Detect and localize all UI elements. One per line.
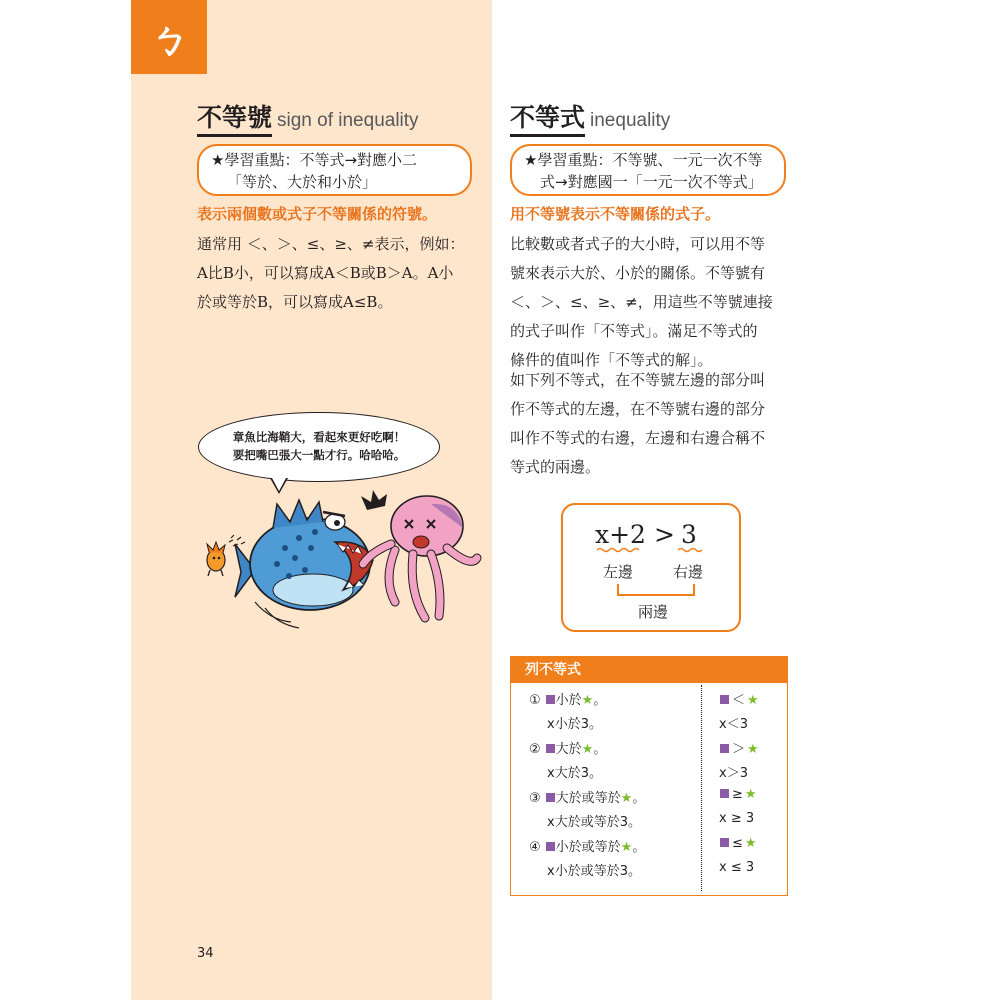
table-row-symbolic bbox=[719, 689, 759, 708]
row-number: ① bbox=[529, 693, 541, 708]
row-number: ④ bbox=[529, 840, 541, 855]
square-icon bbox=[546, 793, 555, 802]
row-symbol: ＜ bbox=[732, 693, 746, 708]
table-row-expression: x＜3 bbox=[719, 717, 748, 732]
table-row-rule bbox=[529, 787, 645, 806]
table-row-example: x小於或等於3。 bbox=[547, 864, 641, 879]
chapter-tab bbox=[131, 0, 207, 74]
diagram-both-label: 兩邊 bbox=[638, 603, 669, 621]
diagram-operator: > bbox=[654, 520, 675, 549]
left-definition: 表示兩個數或式子不等關係的符號。 bbox=[197, 205, 438, 223]
star-icon: ★ bbox=[620, 840, 633, 855]
right-key-line2: 式→對應國一「一元一次不等式」 bbox=[540, 173, 763, 191]
row-period: 。 bbox=[632, 791, 646, 806]
square-icon bbox=[546, 695, 555, 704]
diagram-lhs: x+2 bbox=[595, 520, 646, 549]
row-symbol: ＞ bbox=[732, 742, 746, 757]
table-row-symbolic bbox=[719, 787, 757, 802]
right-para1 bbox=[510, 230, 800, 375]
table-row-example: x小於3。 bbox=[547, 717, 602, 732]
right-heading bbox=[510, 103, 670, 137]
diagram-rhs: 3 bbox=[681, 520, 697, 549]
left-body-line: 通常用 ＜、＞、≤、≥、≠表示，例如： bbox=[197, 235, 465, 253]
left-body-line: A比B小，可以寫成A＜B或B＞A。A小 bbox=[197, 264, 454, 282]
table-row-rule bbox=[529, 836, 645, 855]
diagram-left-label: 左邊 bbox=[603, 563, 634, 581]
diagram-svg bbox=[563, 505, 739, 630]
star-icon: ★ bbox=[620, 791, 633, 806]
star-icon: ★ bbox=[581, 742, 594, 757]
bubble-line1: 章魚比海鞘大，看起來更好吃啊！ bbox=[232, 430, 406, 444]
inequality-diagram bbox=[561, 503, 741, 632]
right-para2-line: 作不等式的左邊，在不等號右邊的部分 bbox=[510, 400, 766, 418]
speech-bubble bbox=[198, 412, 440, 482]
star-icon: ★ bbox=[744, 787, 757, 802]
row-number: ② bbox=[529, 742, 541, 757]
page-number: 34 bbox=[197, 946, 214, 961]
row-description: 大於或等於 bbox=[555, 791, 621, 806]
left-heading-zh: 不等號 bbox=[197, 103, 272, 137]
right-para1-line: 的式子叫作「不等式」。滿足不等式的 bbox=[510, 322, 758, 340]
inequality-table bbox=[510, 656, 788, 896]
bubble-line2: 要把嘴巴張大一點才行。哈哈哈。 bbox=[232, 448, 406, 462]
right-heading-zh: 不等式 bbox=[510, 103, 585, 137]
table-divider bbox=[701, 685, 702, 891]
left-heading-en: sign of inequality bbox=[277, 110, 419, 131]
table-row-expression: x ≥ 3 bbox=[719, 811, 755, 826]
fish-illustration bbox=[235, 500, 373, 628]
right-para1-line: 條件的值叫作「不等式的解」。 bbox=[510, 351, 713, 369]
table-row-rule bbox=[529, 738, 606, 757]
left-key-line2: 「等於、大於和小於」 bbox=[227, 173, 378, 191]
table-row-symbolic bbox=[719, 836, 757, 851]
square-icon bbox=[720, 789, 729, 798]
square-icon bbox=[546, 842, 555, 851]
table-title: 列不等式 bbox=[511, 657, 787, 683]
right-para2-line: 叫作不等式的右邊，左邊和右邊合稱不 bbox=[510, 429, 766, 447]
table-row-symbolic bbox=[719, 738, 759, 757]
right-key-line1: ★學習重點：不等號、一元一次不等 bbox=[524, 151, 763, 169]
right-para1-line: ＜、＞、≤、≥、≠，用這些不等號連接 bbox=[510, 293, 773, 311]
left-key-point-box bbox=[197, 144, 472, 196]
row-period: 。 bbox=[632, 840, 646, 855]
right-para2 bbox=[510, 366, 800, 482]
left-key-line1: ★學習重點：不等式→對應小二 bbox=[211, 151, 418, 169]
right-para2-line: 如下列不等式，在不等號左邊的部分叫 bbox=[510, 371, 766, 389]
square-icon bbox=[720, 838, 729, 847]
table-row-example: x大於3。 bbox=[547, 766, 602, 781]
table-row-expression: x＞3 bbox=[719, 766, 748, 781]
table-row-example: x大於或等於3。 bbox=[547, 815, 641, 830]
row-number: ③ bbox=[529, 791, 541, 806]
right-para1-line: 號來表示大於、小於的關係。不等號有 bbox=[510, 264, 766, 282]
left-body-line: 於或等於B，可以寫成A≤B。 bbox=[197, 293, 393, 311]
row-symbol: ≥ bbox=[732, 787, 743, 802]
star-icon: ★ bbox=[744, 836, 757, 851]
row-description: 大於 bbox=[555, 742, 582, 757]
right-para2-line: 等式的兩邊。 bbox=[510, 458, 601, 476]
row-period: 。 bbox=[593, 693, 607, 708]
right-heading-en: inequality bbox=[590, 110, 671, 131]
table-row-rule bbox=[529, 689, 606, 708]
table-row-expression: x ≤ 3 bbox=[719, 860, 755, 875]
square-icon bbox=[720, 695, 729, 704]
row-description: 小於或等於 bbox=[555, 840, 621, 855]
star-icon: ★ bbox=[581, 693, 594, 708]
chapter-tab-glyph: ㄅ bbox=[149, 17, 189, 63]
row-description: 小於 bbox=[555, 693, 582, 708]
left-heading bbox=[197, 103, 419, 137]
cartoon-illustration bbox=[195, 482, 485, 637]
left-body bbox=[197, 230, 487, 317]
right-para1-line: 比較數或者式子的大小時，可以用不等 bbox=[510, 235, 766, 253]
right-definition: 用不等號表示不等關係的式子。 bbox=[510, 205, 721, 223]
octopus-illustration bbox=[361, 490, 477, 618]
row-period: 。 bbox=[593, 742, 607, 757]
diagram-bracket bbox=[618, 584, 694, 595]
star-icon: ★ bbox=[747, 693, 759, 708]
right-key-point-box bbox=[510, 144, 786, 196]
diagram-right-label: 右邊 bbox=[673, 563, 704, 581]
row-symbol: ≤ bbox=[732, 836, 743, 851]
square-icon bbox=[720, 744, 729, 753]
star-icon: ★ bbox=[747, 742, 759, 757]
square-icon bbox=[546, 744, 555, 753]
